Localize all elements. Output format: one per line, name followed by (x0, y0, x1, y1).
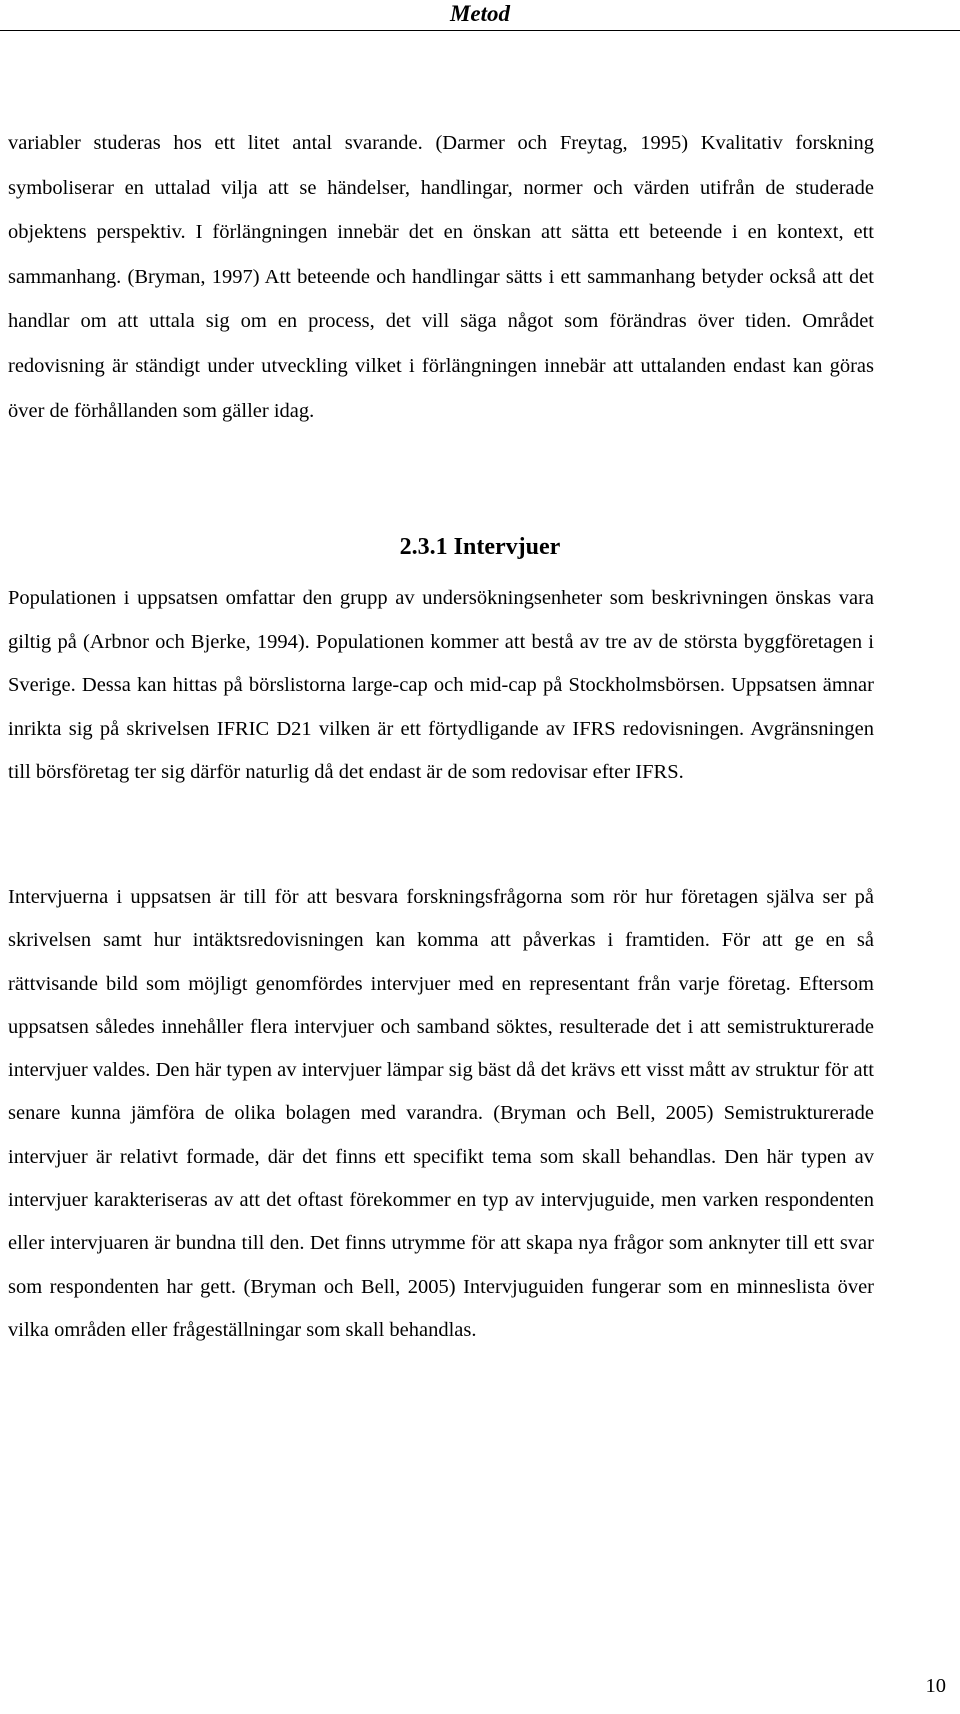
body-paragraph: Populationen i uppsatsen omfattar den grupp av undersökningsenheter som beskrivningen önskas vara giltig på (Arbnor och Bjerke, 1994). Populationen kommer att bestå av tre av de största byggföretagen i Sverige. Dessa kan hittas på börslistorna large-cap och mid-cap på Stockholmsbörsen. Uppsatsen ämnar inrikta sig på skrivelsen IFRIC D21 vilken är ett förtydligande av IFRS redovisningen. Avgränsningen till börsföretag ter sig därför naturlig då det endast är de som redovisar efter IFRS. (8, 587, 874, 783)
page-header (0, 0, 960, 31)
section-heading: 2.3.1 Intervjuer (399, 534, 561, 560)
body-paragraph: Intervjuerna i uppsatsen är till för att besvara forskningsfrågorna som rör hur företagen själva ser på skrivelsen samt hur intäktsredovisningen kan komma att påverkas i framtiden. För att ge en så rättvisande bild som möjligt genomfördes intervjuer med en representant från varje företag. Eftersom uppsatsen således innehåller flera intervjuer och samband söktes, resulterade det i att semistrukturerade intervjuer valdes. Den här typen av intervjuer lämpar sig bäst då det krävs ett visst mått av struktur för att senare kunna jämföra de olika bolagen med varandra. (Bryman och Bell, 2005) Semistrukturerade intervjuer är relativt formade, där det finns ett specifikt tema som skall behandlas. Den här typen av intervjuer karakteriseras av att det oftast förekommer en typ av intervjuguide, men varken respondenten eller intervjuaren är bundna till den. Det finns utrymme för att skapa nya frågor som anknyter till ett svar som respondenten har gett. (Bryman och Bell, 2005) Intervjuguiden fungerar som en minneslista över vilka områden eller frågeställningar som skall behandlas. (8, 886, 874, 1341)
page-header-title: Metod (449, 1, 511, 26)
page-number: 10 (925, 1675, 946, 1697)
body-paragraph: variabler studeras hos ett litet antal svarande. (Darmer och Freytag, 1995) Kvalitativ forskning symboliserar en uttalad vilja att se händelser, handlingar, normer och värden utifrån de studerade objektens perspektiv. I förlängningen innebär det en önskan att sätta ett beteende i en kontext, ett sammanhang. (Bryman, 1997) Att beteende och handlingar sätts i ett sammanhang betyder också att det handlar om att uttala sig om en process, det vill säga något som förändras över tiden. Området redovisning är ständigt under utveckling vilket i förlängningen innebär att uttalanden endast kan göras över de förhållanden som gäller idag. (8, 132, 874, 422)
